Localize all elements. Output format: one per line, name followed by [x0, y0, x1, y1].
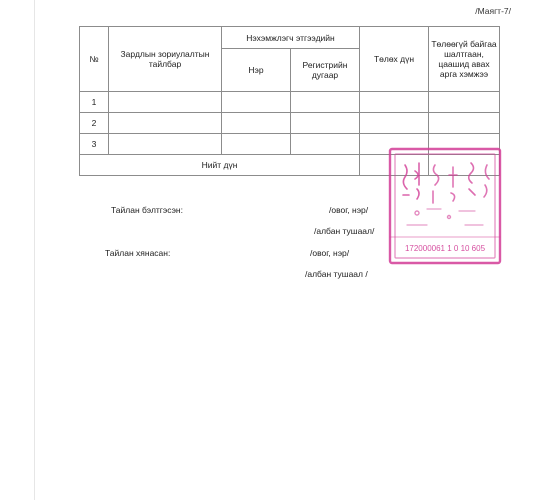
cell-amount	[360, 92, 429, 113]
header-amount: Төлөх дүн	[360, 27, 429, 92]
cell-description	[109, 134, 222, 155]
row-number: 2	[80, 113, 109, 134]
total-method	[429, 155, 500, 176]
cell-name	[222, 92, 291, 113]
header-recipient-group: Нэхэмжлэгч этгээдийн	[222, 27, 360, 49]
cell-register	[291, 134, 360, 155]
cell-method	[429, 134, 500, 155]
cell-amount	[360, 134, 429, 155]
reviewed-label: Тайлан хянасан:	[105, 248, 171, 258]
row-number: 3	[80, 134, 109, 155]
table-row	[80, 113, 500, 134]
table-row	[80, 134, 500, 155]
cell-method	[429, 113, 500, 134]
header-number: №	[80, 27, 109, 92]
cell-name	[222, 113, 291, 134]
total-label: Нийт дүн	[80, 155, 360, 176]
header-method: Төлөөгүй байгаа шалтгаан, цаашид авах арга хэмжээ	[429, 27, 500, 92]
row-number: 1	[80, 92, 109, 113]
cell-description	[109, 113, 222, 134]
header-recipient-register: Регистрийн дугаар	[291, 49, 360, 92]
expense-table	[79, 26, 500, 176]
cell-register	[291, 113, 360, 134]
form-number: /Маягт-7/	[475, 6, 511, 16]
reviewed-position: /албан тушаал /	[305, 269, 368, 279]
table-row	[80, 92, 500, 113]
total-amount	[360, 155, 429, 176]
header-description: Зардлын зориулалтын тайлбар	[109, 27, 222, 92]
cell-register	[291, 92, 360, 113]
cell-method	[429, 92, 500, 113]
prepared-position: /албан тушаал/	[314, 226, 375, 236]
header-recipient-name: Нэр	[222, 49, 291, 92]
prepared-label: Тайлан бэлтгэсэн:	[111, 205, 183, 215]
cell-description	[109, 92, 222, 113]
cell-name	[222, 134, 291, 155]
reviewed-name: /овог, нэр/	[310, 248, 350, 258]
prepared-name: /овог, нэр/	[329, 205, 369, 215]
cell-amount	[360, 113, 429, 134]
total-row	[80, 155, 500, 176]
stamp-number: 172000061 1 0 10 605	[404, 244, 486, 253]
document-page	[34, 0, 550, 500]
